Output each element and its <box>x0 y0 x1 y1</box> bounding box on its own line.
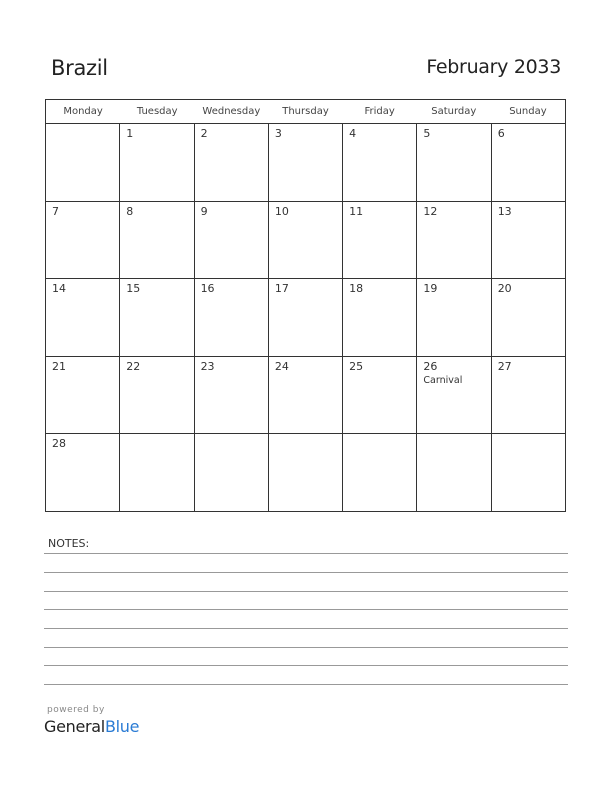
day-cell <box>269 357 343 434</box>
day-number: 11 <box>349 204 364 218</box>
day-number: 21 <box>52 359 66 373</box>
day-number: 3 <box>274 127 282 140</box>
day-number: 5 <box>423 127 431 140</box>
calendar-week <box>46 202 565 280</box>
day-cell <box>195 279 269 356</box>
day-cell <box>492 124 565 201</box>
day-number: 9 <box>200 204 208 218</box>
brand-general: General <box>44 717 105 736</box>
day-number: 6 <box>497 127 505 140</box>
note-line <box>44 609 568 610</box>
day-number: 23 <box>200 359 215 373</box>
day-cell <box>343 279 417 356</box>
day-number: 12 <box>423 204 438 218</box>
calendar-week <box>46 124 565 202</box>
day-cell <box>269 434 343 511</box>
day-cell <box>269 202 343 279</box>
month-title: February 2033 <box>426 56 561 78</box>
day-cell <box>120 279 194 356</box>
day-number: 10 <box>274 204 289 218</box>
calendar-grid <box>45 99 566 512</box>
day-cell <box>492 202 565 279</box>
day-number: 13 <box>497 204 512 218</box>
day-number: 20 <box>497 282 512 296</box>
calendar-week <box>46 279 565 357</box>
day-number: 17 <box>274 282 289 296</box>
day-number: 28 <box>52 437 66 451</box>
day-cell <box>492 434 565 511</box>
day-cell <box>417 279 491 356</box>
holiday-label: Carnival <box>423 374 463 386</box>
day-cell <box>492 357 565 434</box>
day-cell <box>343 202 417 279</box>
day-cell <box>46 357 120 434</box>
day-cell <box>417 434 491 511</box>
day-cell <box>417 357 491 434</box>
weekday-label: Wednesday <box>202 106 261 117</box>
day-cell <box>120 357 194 434</box>
day-number: 15 <box>126 282 141 296</box>
note-line <box>44 628 568 629</box>
day-number: 1 <box>126 127 134 140</box>
weekday-label: Tuesday <box>136 106 178 117</box>
day-cell <box>46 279 120 356</box>
day-cell <box>120 434 194 511</box>
calendar-week <box>46 357 565 435</box>
day-cell <box>120 202 194 279</box>
day-cell <box>195 434 269 511</box>
day-cell <box>120 124 194 201</box>
day-number: 14 <box>52 282 66 296</box>
notes-label: NOTES: <box>48 537 90 550</box>
day-number: 8 <box>126 204 134 218</box>
day-cell <box>195 357 269 434</box>
day-cell <box>343 357 417 434</box>
country-title: Brazil <box>51 56 108 80</box>
weekday-label: Friday <box>364 106 395 117</box>
day-number: 27 <box>497 359 512 373</box>
day-cell <box>46 202 120 279</box>
note-line <box>44 684 568 685</box>
note-line <box>44 553 568 554</box>
day-cell <box>492 279 565 356</box>
day-cell <box>417 202 491 279</box>
day-cell <box>417 124 491 201</box>
day-number: 25 <box>349 359 364 373</box>
day-cell <box>46 124 120 201</box>
weekday-header <box>46 100 565 124</box>
day-number: 4 <box>349 127 357 140</box>
day-cell <box>343 124 417 201</box>
day-number: 18 <box>349 282 364 296</box>
weekday-label: Sunday <box>509 106 547 117</box>
powered-by-text: powered by <box>47 705 105 715</box>
weekday-label: Saturday <box>431 106 477 117</box>
calendar-week <box>46 434 565 511</box>
day-number: 19 <box>423 282 438 296</box>
day-number: 16 <box>200 282 215 296</box>
day-cell <box>195 124 269 201</box>
day-cell <box>46 434 120 511</box>
day-number: 22 <box>126 359 141 373</box>
calendar-body <box>46 124 565 511</box>
note-line <box>44 665 568 666</box>
day-cell <box>343 434 417 511</box>
brand-blue: Blue <box>104 717 140 736</box>
day-cell <box>269 279 343 356</box>
day-cell <box>195 202 269 279</box>
day-number: 24 <box>274 359 289 373</box>
weekday-label: Monday <box>63 106 103 117</box>
weekday-label: Thursday <box>282 106 329 117</box>
day-number: 2 <box>200 127 208 140</box>
note-line <box>44 572 568 573</box>
day-number: 7 <box>52 204 59 218</box>
brand-logo <box>44 717 139 736</box>
day-cell <box>269 124 343 201</box>
note-line <box>44 647 568 648</box>
note-line <box>44 591 568 592</box>
day-number: 26 <box>423 359 438 373</box>
